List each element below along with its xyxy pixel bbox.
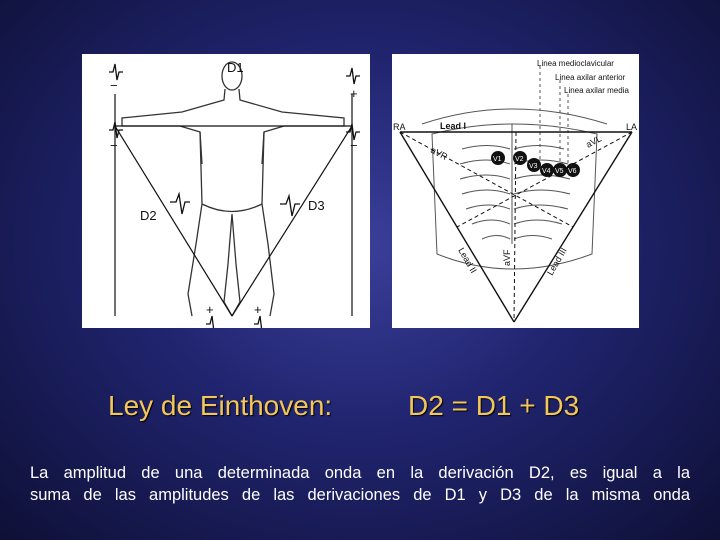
plus-sign-leg-left: +	[206, 302, 214, 317]
electrode-v4	[540, 163, 554, 177]
minus-sign-la-lower: −	[350, 138, 358, 153]
avf-label: aVF	[502, 249, 512, 266]
svg-text:V2: V2	[515, 156, 524, 163]
svg-text:V6: V6	[568, 168, 577, 175]
einthoven-law-title: Ley de Einthoven:	[108, 390, 333, 421]
midclavicular-label: Linea medioclavicular	[537, 59, 614, 68]
explanation-paragraph	[30, 462, 690, 506]
d3-label: D3	[308, 198, 325, 213]
electrode-v1	[491, 151, 505, 165]
einthoven-law-formula: D2 = D1 + D3	[408, 390, 580, 421]
lead-i-label: Lead I	[440, 121, 467, 131]
explanation-line-2: suma de las amplitudes de las derivaciones de D1 y D3 de la misma onda	[30, 486, 690, 504]
electrode-v5	[553, 163, 567, 177]
chest-leads-figure	[392, 54, 639, 328]
plus-sign-leg-right: +	[254, 302, 262, 317]
explanation-line-1: La amplitud de una determinada onda en la derivación D2, es igual a la	[30, 464, 690, 482]
chest-leads-diagram	[392, 54, 639, 328]
einthoven-triangle-figure	[82, 54, 370, 328]
d1-label: D1	[227, 60, 244, 75]
svg-text:V1: V1	[493, 156, 502, 163]
ra-label: RA	[393, 122, 406, 132]
d2-label: D2	[140, 208, 157, 223]
ecg-trace-marks	[109, 64, 360, 328]
plus-sign-la: +	[350, 86, 358, 101]
electrode-v6	[566, 163, 580, 177]
avl-label: aVL	[584, 133, 604, 150]
lead-iii-label: Lead III	[545, 245, 569, 277]
minus-sign-ra: −	[110, 78, 118, 93]
la-label: LA	[626, 122, 638, 132]
anterior-axillary-label: Linea axilar anterior	[555, 73, 626, 82]
einthoven-diagram	[82, 54, 370, 328]
svg-text:V5: V5	[555, 168, 564, 175]
electrode-v2	[513, 151, 527, 165]
avr-label: aVR	[429, 144, 450, 162]
human-body-outline	[122, 62, 344, 316]
svg-text:V4: V4	[542, 168, 551, 175]
lead-ii-label: Lead II	[456, 246, 479, 275]
mid-axillary-label: Linea axilar media	[564, 86, 629, 95]
minus-sign-ra-lower: −	[110, 138, 118, 153]
svg-text:V3: V3	[529, 163, 538, 170]
electrode-v3	[527, 158, 541, 172]
